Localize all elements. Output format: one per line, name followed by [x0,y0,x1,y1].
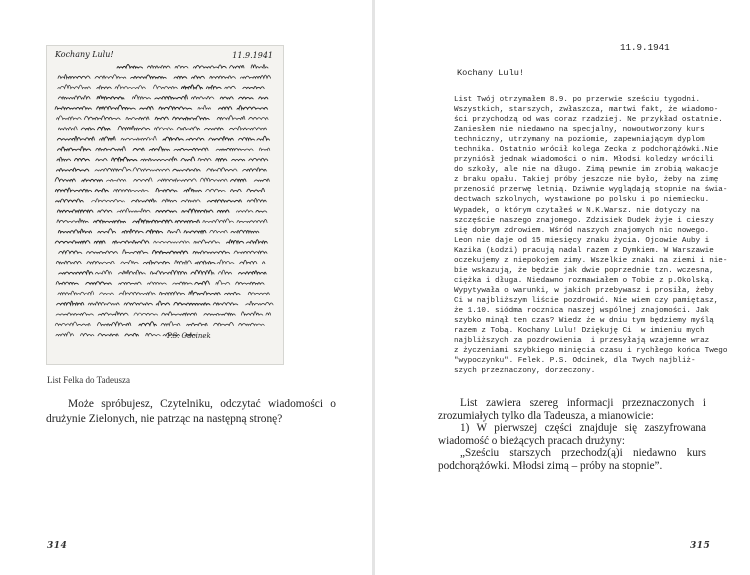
typed-line: Ci w najbliższym liście pozdrowić. Nie wiem czy pamiętasz, [454,296,719,305]
handwriting-line [56,198,267,202]
typed-line: Kazika (Łodzi) pracują nadal razem z Dymkiem. W Warszawie [454,246,714,255]
commentary [438,397,706,473]
handwriting-line [59,270,267,274]
photo-caption: List Felka do Tadeusza [47,375,130,385]
handwriting-line [57,147,269,151]
handwriting-line [58,85,265,89]
typed-line: że 1.10. siódma rocznica naszej wspólnej znajomości. Jak [454,306,710,315]
handwriting-line [56,312,271,316]
left-page [0,0,373,575]
typed-line: bie wskazują, że będzie jak dwie poprzednie tzn. wczesna, [454,266,714,275]
typed-line: oczekujemy z niepokojem zimy. Wszelkie znaki na ziemi i nie- [454,256,728,265]
handwriting-line [55,105,267,109]
handwriting-line [57,116,269,120]
typed-line: "wypoczynku". Felek. P.S. Odcinek, dla Twych najbliż- [454,357,696,366]
handwriting-line [58,291,270,295]
typed-line: Zaniesłem nie niedawno na specjalny, nowoutworzony kurs [454,126,705,135]
typed-line: ści przychodzą od was coraz rzadziej. Ne przykład ostatnie. [454,116,723,125]
typed-line: się dobrym zdrowiem. Wśród naszych znajomych nic nowego. [454,226,710,235]
typed-line: z życzeniami szybkiego minięcia czasu i rychłego końca Twego [454,347,728,356]
handwriting-line [56,167,266,171]
typed-line: najbliższych za pozdrowienia i przesyłają wzajemne wraz [454,337,710,346]
typed-line: przyniósł jednak wiadomości o nim. Młodsi koledzy wrócili [454,156,714,165]
typed-line: razem z Tobą. Kochany Lulu! Dziękuję Ci w imieniu mych [454,327,705,336]
handwriting-line [55,178,269,182]
handwriting-line [57,136,269,140]
typed-letter-body [454,95,744,376]
typed-line: przenosić przerwę letnią. Dziwnie wyglądają stopnie na świa- [454,186,728,195]
left-page-number: 314 [47,541,68,551]
handwriting-line [59,250,267,254]
commentary-point-1: 1) W pierwszej części znajduje się zaszyfrowana wiadomość o bieżących pracach drużyny: [438,422,706,447]
handwritten-letter-photo [46,45,284,365]
handwriting-line [58,126,271,130]
handwriting-line [55,188,264,192]
typed-line: Wypadek, o którym czytałeś w N.K.Warsz. nie dotyczy na [454,206,701,215]
typed-line: dectwach szkolnych, wystawione po polsku i po niemiecku. [454,196,710,205]
handwriting-line [57,157,268,161]
typed-line: Wypytywała o warunki, w jakich przebywasz i prosiła, żeby [454,286,714,295]
handwriting-line [55,322,264,326]
handwriting-line [56,260,265,264]
commentary-quote: „Sześciu starszych przechodz(ą)i niedawno kurs podchorążówki. Młodsi zimą – próby na stopnie”. [438,447,706,472]
handwriting-line [57,219,272,223]
letter-postscript: P.S. Odcinek [167,332,211,340]
right-page [375,0,750,575]
typed-line: Wszystkich, starszych, zwłaszcza, martwi fakt, że wiadomo- [454,106,719,115]
letter-date: 11.9.1941 [232,51,273,60]
typed-line: do szkoły, ale nie na długo. Zimą pewnie im zrobią wakacje [454,166,719,175]
typed-line: ciężka i długa. Niedawno rozmawiałem o Tobie z p.Okolską. [454,276,714,285]
right-page-number: 315 [690,541,711,551]
typed-line: List Twój otrzymałem 8.9. po przerwie sześciu tygodni. [454,96,701,104]
commentary-intro: List zawiera szereg informacji przeznaczonych i zrozumiałych tylko dla Tadeusza, a mianowicie: [438,397,706,422]
handwriting-line [58,75,271,79]
handwriting-line [117,65,268,69]
typed-line: szybko minął ten czas? Wiedz że w dniu tym będziemy myślą [454,317,714,326]
handwriting-line [57,208,266,212]
typed-line: szczęście naszego znajomego. Zdzisiek Dudek żyje i cieszy [454,216,714,225]
handwriting-line [58,95,268,99]
handwriting-line [58,229,264,233]
handwriting-line [55,240,267,243]
handwriting-line [57,301,274,305]
typed-greeting: Kochany Lulu! [457,68,525,78]
left-paragraph: Może spróbujesz, Czytelniku, odczytać wiadomości o drużynie Zielonych, nie patrząc na następną stronę? [46,398,336,426]
handwriting-line [56,280,264,284]
handwriting-strokes [47,46,283,364]
typed-line: technika. Ostatnio wrócił kolega Zecka z podchorążówki.Nie [454,146,719,155]
typed-line: techniczny, utrzymany na poziomie, zapewniającym dyplom [454,136,705,145]
typed-line: Leon nie daje od 15 miesięcy znaku życia. Ojcowie Auby i [454,236,710,245]
typed-line: szych przeznaczony, dorzeczony. [454,367,596,376]
typed-date: 11.9.1941 [620,42,670,53]
letter-greeting: Kochany Lulu! [55,50,114,59]
typed-line: z braku opału. Takiej próby jeszcze nie było, żeby na zimę [454,176,719,185]
